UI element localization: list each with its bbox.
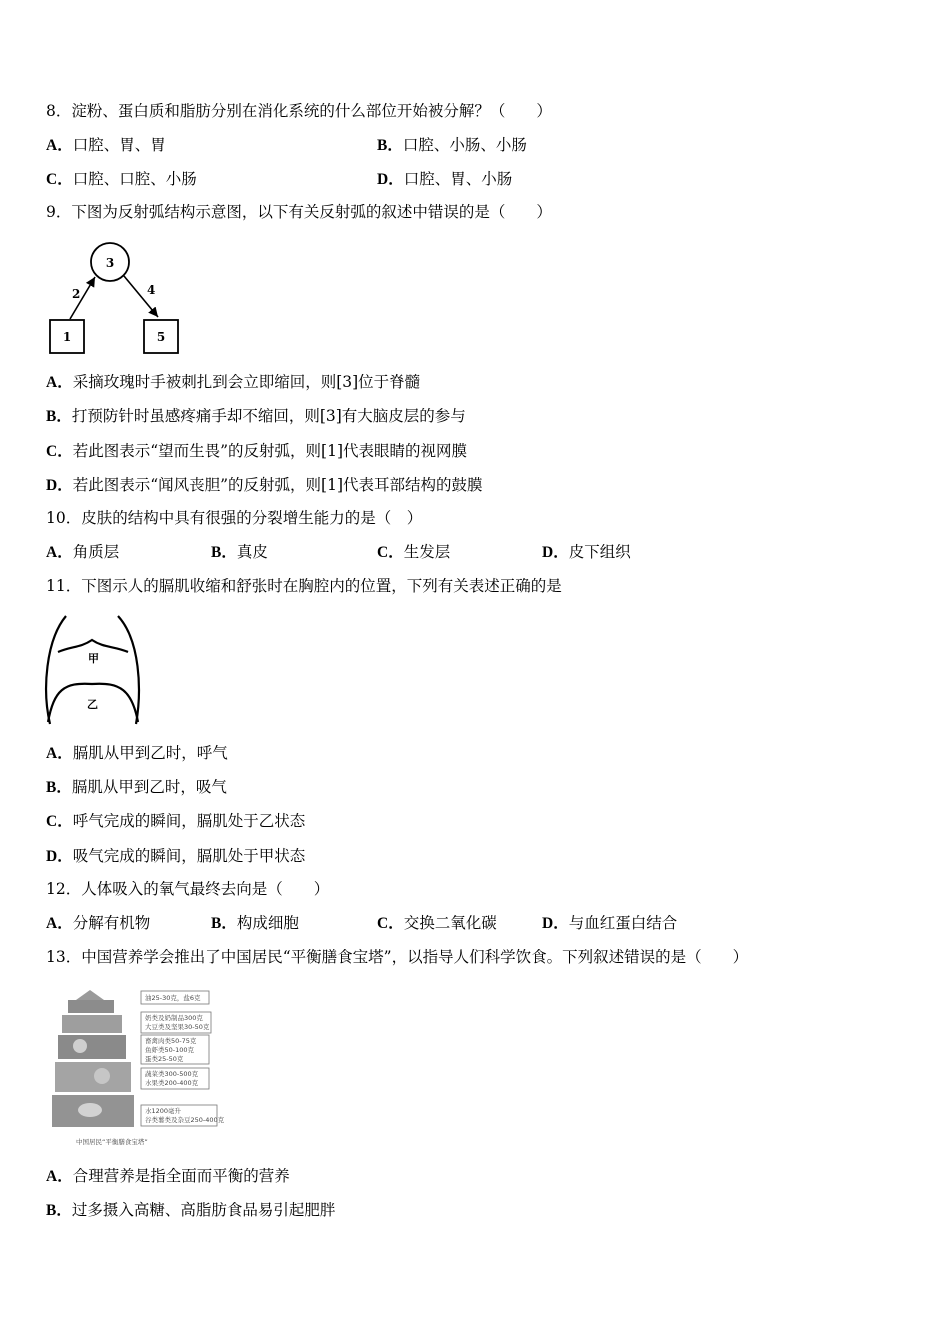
option-text: 采摘玫瑰时手被刺扎到会立即缩回，则[3]位于脊髓	[72, 373, 421, 391]
option-label: B．	[46, 1202, 72, 1219]
pyramid-tier-meat	[58, 1035, 126, 1059]
q8-option-b	[377, 135, 527, 156]
pyramid-label: 蛋类25-50克	[145, 1055, 184, 1063]
option-text: 角质层	[72, 543, 120, 561]
q10-option-a	[46, 542, 119, 563]
option-label: A．	[46, 137, 73, 154]
pyramid-label: 水1200毫升	[145, 1107, 182, 1115]
option-text: 若此图表示“望而生畏”的反射弧，则[1]代表眼睛的视网膜	[72, 442, 468, 460]
pyramid-label: 大豆类及坚果30-50克	[145, 1023, 210, 1031]
pyramid-tier-dairy	[62, 1015, 122, 1033]
pyramid-label: 油25-30克，盐6克	[145, 994, 201, 1002]
food-pyramid-figure	[50, 982, 225, 1150]
label-yi: 乙	[87, 698, 98, 711]
q12-option-c	[377, 913, 497, 934]
q9-option-a	[46, 372, 420, 393]
q11-option-a	[46, 743, 228, 764]
option-label: B．	[46, 408, 72, 425]
diaphragm-figure	[44, 610, 144, 730]
node-1-label: 1	[62, 330, 72, 344]
option-text: 生发层	[403, 543, 451, 561]
option-label: D．	[46, 848, 73, 865]
pyramid-label: 水果类200-400克	[145, 1079, 199, 1087]
q8-stem: 8．淀粉、蛋白质和脂肪分别在消化系统的什么部位开始被分解？（ ）	[46, 102, 552, 120]
option-label: B．	[46, 779, 72, 796]
food-bread-icon	[78, 1103, 102, 1117]
node-4-label: 4	[147, 283, 156, 297]
pyramid-caption: 中国居民“平衡膳食宝塔”	[76, 1138, 148, 1146]
option-label: D．	[542, 915, 569, 932]
node-3-label: 3	[105, 256, 115, 270]
pyramid-label: 鱼虾类50-100克	[145, 1046, 195, 1054]
option-text: 若此图表示“闻风丧胆”的反射弧，则[1]代表耳部结构的鼓膜	[72, 476, 483, 494]
option-label: A．	[46, 374, 73, 391]
q8-option-d	[377, 169, 512, 190]
option-label: C．	[377, 544, 404, 561]
option-text: 过多摄入高糖、高脂肪食品易引起肥胖	[71, 1201, 336, 1219]
node-5-label: 5	[156, 330, 166, 344]
option-label: B．	[211, 544, 237, 561]
q12-stem: 12．人体吸入的氧气最终去向是（ ）	[46, 880, 330, 898]
pyramid-label: 谷类薯类及杂豆250-400克	[145, 1116, 225, 1124]
option-label: C．	[46, 813, 73, 830]
q9-option-d	[46, 475, 483, 496]
option-text: 口腔、小肠、小肠	[402, 136, 527, 154]
q10-option-c	[377, 542, 450, 563]
option-text: 口腔、胃、小肠	[403, 170, 513, 188]
pyramid-label: 畜禽肉类50-75克	[145, 1037, 197, 1045]
q9-option-c	[46, 441, 467, 462]
q11-stem: 11．下图示人的膈肌收缩和舒张时在胸腔内的位置，下列有关表述正确的是	[46, 577, 562, 595]
reflex-arc-figure	[46, 240, 186, 358]
option-label: B．	[377, 137, 403, 154]
food-egg-icon	[73, 1039, 87, 1053]
q12-option-b	[211, 913, 299, 934]
option-label: A．	[46, 544, 73, 561]
chest-wall-right	[118, 616, 139, 724]
option-text: 真皮	[236, 543, 268, 561]
option-label: A．	[46, 915, 73, 932]
q8-option-a	[46, 135, 166, 156]
label-jia: 甲	[88, 652, 99, 665]
q13-option-a	[46, 1166, 290, 1187]
option-text: 吸气完成的瞬间，膈肌处于甲状态	[72, 847, 306, 865]
q13-stem: 13．中国营养学会推出了中国居民“平衡膳食宝塔”，以指导人们科学饮食。下列叙述错误的是（ ）	[46, 948, 749, 966]
pyramid-tier-oil	[68, 1000, 114, 1013]
option-label: C．	[377, 915, 404, 932]
q10-option-b	[211, 542, 268, 563]
option-text: 口腔、口腔、小肠	[72, 170, 197, 188]
q12-option-a	[46, 913, 150, 934]
option-label: D．	[377, 171, 404, 188]
option-text: 分解有机物	[72, 914, 151, 932]
option-label: C．	[46, 443, 73, 460]
option-text: 膈肌从甲到乙时，吸气	[71, 778, 227, 796]
node-2-label: 2	[72, 287, 81, 301]
option-text: 皮下组织	[568, 543, 631, 561]
q8-option-c	[46, 169, 197, 190]
q10-option-d	[542, 542, 631, 563]
option-label: A．	[46, 1168, 73, 1185]
option-label: A．	[46, 745, 73, 762]
option-text: 口腔、胃、胃	[72, 136, 166, 154]
food-fruit-icon	[94, 1068, 110, 1084]
pyramid-label: 奶类及奶制品300克	[145, 1014, 203, 1022]
option-label: D．	[542, 544, 569, 561]
option-label: D．	[46, 477, 73, 494]
q9-option-b	[46, 406, 466, 427]
pyramid-label: 蔬菜类300-500克	[145, 1070, 199, 1078]
option-text: 呼气完成的瞬间，膈肌处于乙状态	[72, 812, 306, 830]
q12-option-d	[542, 913, 677, 934]
diaphragm-relaxed-line	[58, 640, 128, 652]
q11-option-d	[46, 846, 305, 867]
q9-stem: 9．下图为反射弧结构示意图，以下有关反射弧的叙述中错误的是（ ）	[46, 203, 552, 221]
pyramid-roof	[76, 990, 104, 1000]
chest-wall-left	[46, 616, 66, 724]
option-label: B．	[211, 915, 237, 932]
option-label: C．	[46, 171, 73, 188]
pyramid-tier-vegetable	[55, 1062, 131, 1092]
option-text: 与血红蛋白结合	[568, 914, 678, 932]
q11-option-b	[46, 777, 227, 798]
option-text: 交换二氧化碳	[403, 914, 497, 932]
q10-stem: 10．皮肤的结构中具有很强的分裂增生能力的是（ ）	[46, 509, 423, 527]
option-text: 构成细胞	[236, 914, 299, 932]
q13-option-b	[46, 1200, 335, 1221]
option-text: 膈肌从甲到乙时，呼气	[72, 744, 228, 762]
q11-option-c	[46, 811, 305, 832]
option-text: 合理营养是指全面而平衡的营养	[72, 1167, 290, 1185]
option-text: 打预防针时虽感疼痛手却不缩回，则[3]有大脑皮层的参与	[71, 407, 466, 425]
